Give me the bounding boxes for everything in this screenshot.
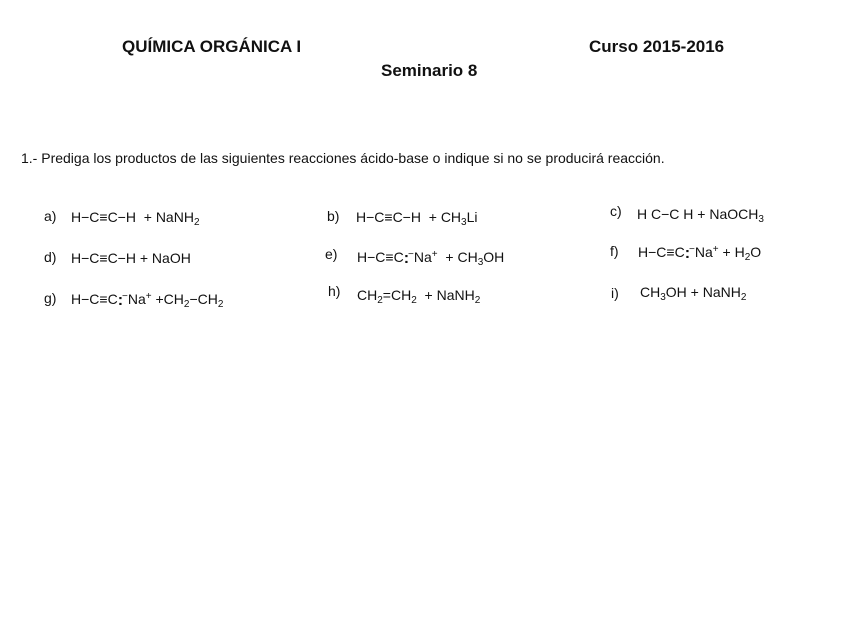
reaction-i: $CH_3OH$ + NaNH$_2$: [640, 284, 747, 303]
reaction-g: H−C≡C:−Na+ $+CH_2-CH_2$: [71, 291, 224, 310]
reaction-label-i: i): [611, 285, 619, 301]
reaction-label-c: c): [610, 203, 622, 219]
reaction-d: H−C≡C−H + NaOH: [71, 250, 191, 266]
course-title: QUÍMICA ORGÁNICA I: [122, 37, 302, 56]
reaction-label-g: g): [44, 290, 57, 306]
reaction-label-e: e): [325, 246, 338, 262]
reaction-b: $H-C\equiv C-H + CH_3Li$: [356, 209, 478, 228]
reaction-label-a: a): [44, 208, 57, 224]
reaction-label-b: b): [327, 208, 340, 224]
course-year: Curso 2015-2016: [589, 37, 725, 56]
reaction-e: H−C≡C:−Na+ + $CH_3OH$: [357, 249, 505, 268]
seminar-title: Seminario 8: [381, 61, 478, 80]
reaction-label-d: d): [44, 249, 57, 265]
reaction-a: H−C≡C−H + NaNH$_2$: [71, 209, 200, 228]
reaction-c: H C−C H + NaOCH$_3$: [637, 206, 764, 225]
reaction-label-f: f): [610, 243, 619, 259]
question-text: 1.- Prediga los productos de las siguientes reacciones ácido-base o indique si no se producirá reacción.: [21, 150, 665, 166]
reaction-h: $CH_2=CH_2$ + NaNH$_2$: [357, 287, 481, 306]
reaction-label-h: h): [328, 283, 341, 299]
reaction-f: H−C≡C:−Na+ + $H_2O$: [638, 244, 762, 263]
